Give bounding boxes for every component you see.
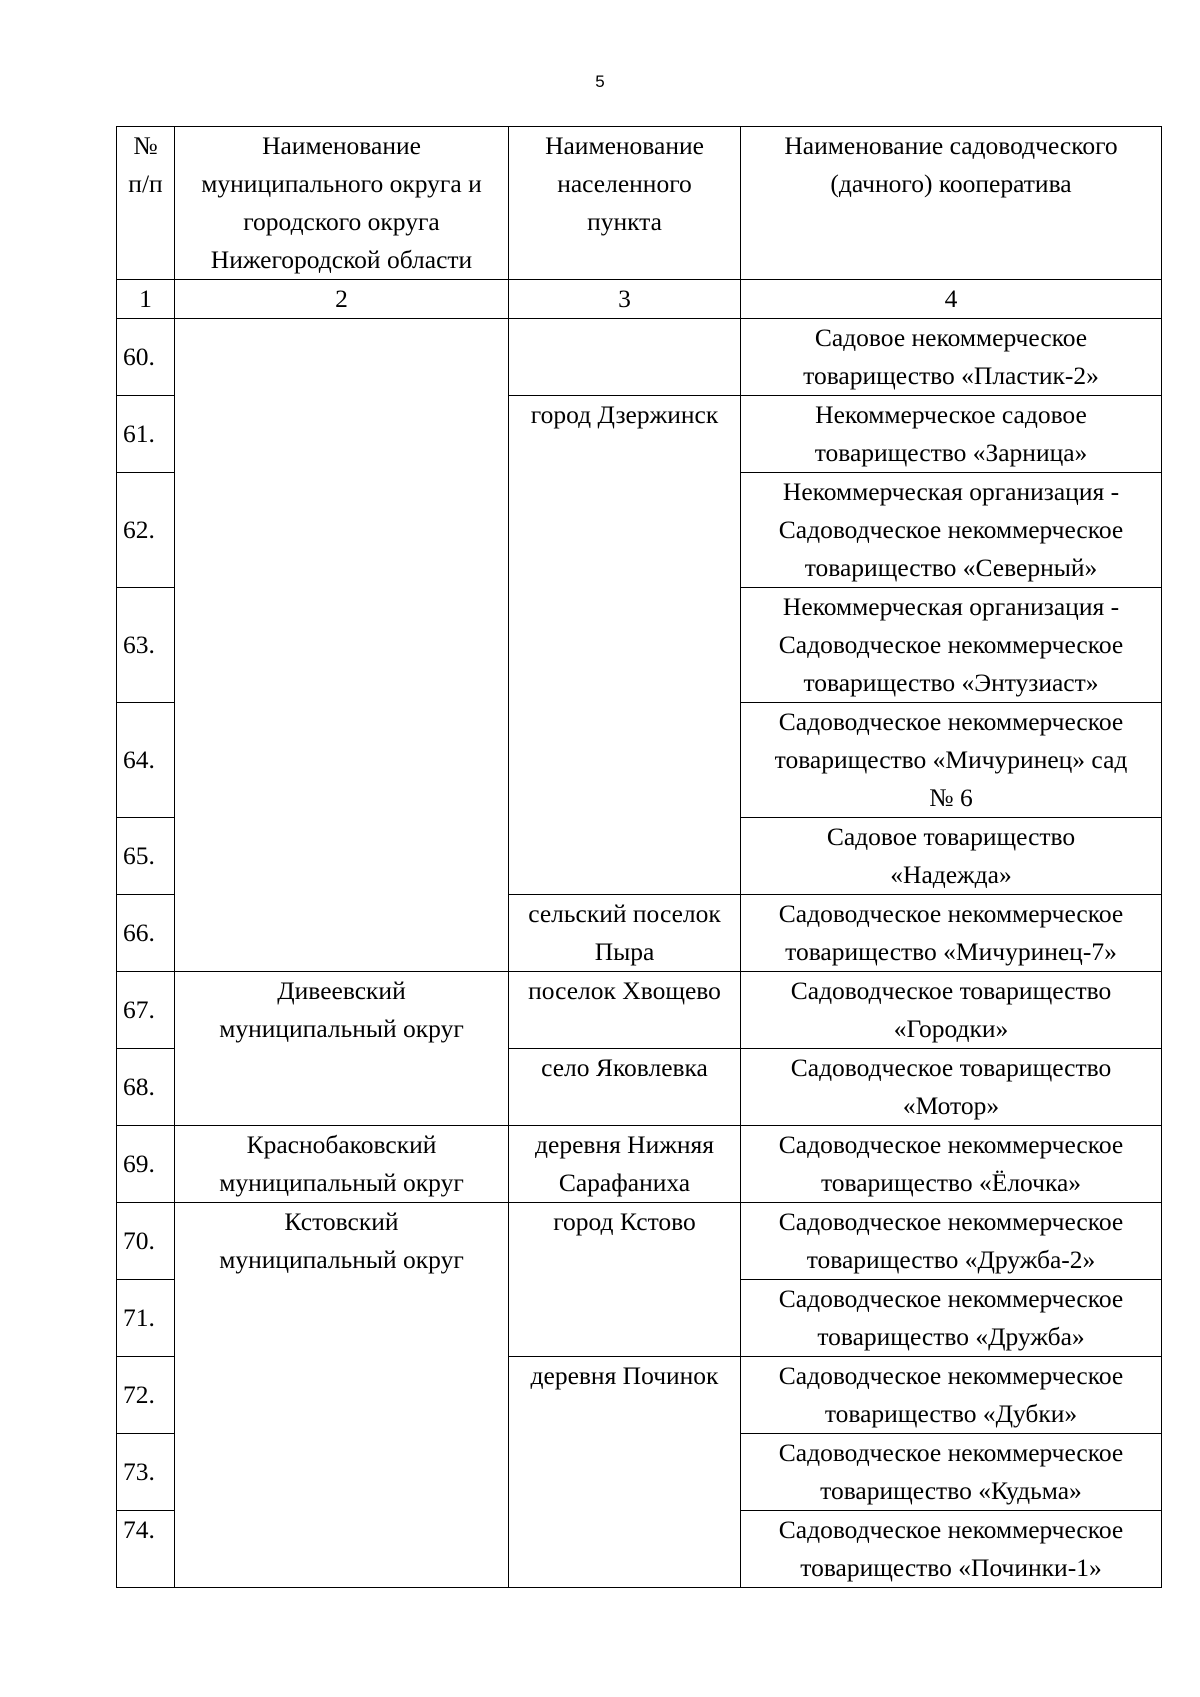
row-number: 60. <box>117 319 175 396</box>
text-line: «Мотор» <box>902 1091 1000 1120</box>
column-index-2: 2 <box>175 280 509 319</box>
text-line: «Городки» <box>893 1014 1009 1043</box>
district-cell-empty <box>175 319 509 972</box>
text-line: п/п <box>128 169 163 198</box>
table-row <box>117 1203 1162 1280</box>
row-number: 66. <box>117 895 175 972</box>
cooperative-name <box>741 396 1162 473</box>
text-line: товарищество «Северный» <box>804 553 1098 582</box>
text-line: Наименование садоводческого <box>784 131 1118 160</box>
text-line: товарищество «Дружба» <box>817 1322 1085 1351</box>
row-number: 62. <box>117 473 175 588</box>
text-line: Садовое товарищество <box>826 822 1076 851</box>
cooperative-name <box>741 703 1162 818</box>
row-number: 65. <box>117 818 175 895</box>
text-line: Краснобаковский <box>246 1130 437 1159</box>
text-line: Наименование <box>545 131 704 160</box>
row-number: 73. <box>117 1434 175 1511</box>
header-settlement <box>509 127 741 280</box>
text-line: городского округа <box>243 207 440 236</box>
cooperative-name <box>741 319 1162 396</box>
row-number: 68. <box>117 1049 175 1126</box>
table-row <box>117 1126 1162 1203</box>
row-number: 72. <box>117 1357 175 1434</box>
cooperatives-table <box>116 126 1162 1588</box>
text-line: товарищество «Дубки» <box>824 1399 1078 1428</box>
text-line: Садоводческое некоммерческое <box>778 707 1124 736</box>
text-line: село Яковлевка <box>541 1053 708 1082</box>
text-line: Некоммерческая организация - <box>782 592 1120 621</box>
text-line: товарищество «Мичуринец» сад <box>774 745 1128 774</box>
column-index-1: 1 <box>117 280 175 319</box>
settlement-yakovlevka <box>509 1049 741 1126</box>
cooperative-name <box>741 895 1162 972</box>
text-line: № <box>133 131 158 160</box>
cooperative-name <box>741 972 1162 1049</box>
settlement-cell-empty <box>509 319 741 396</box>
text-line: товарищество «Дружба-2» <box>806 1245 1096 1274</box>
text-line: Некоммерческое садовое <box>815 400 1087 429</box>
cooperative-name <box>741 1049 1162 1126</box>
text-line: товарищество «Ёлочка» <box>820 1168 1082 1197</box>
settlement-sarafanikha <box>509 1126 741 1203</box>
text-line: Садоводческое некоммерческое <box>778 515 1124 544</box>
text-line: Садовое некоммерческое <box>814 323 1088 352</box>
text-line: поселок Хвощево <box>528 976 721 1005</box>
text-line: муниципальный округ <box>219 1014 464 1043</box>
row-number: 74. <box>117 1511 175 1588</box>
cooperative-name <box>741 1203 1162 1280</box>
table-header-row <box>117 127 1162 280</box>
header-cooperative <box>741 127 1162 280</box>
column-index-row <box>117 280 1162 319</box>
text-line: Садоводческое некоммерческое <box>778 1361 1124 1390</box>
district-diveevsky <box>175 972 509 1126</box>
row-number: 70. <box>117 1203 175 1280</box>
text-line: товарищество «Кудьма» <box>820 1476 1082 1505</box>
settlement-pochinok <box>509 1357 741 1588</box>
district-krasnobakovsky <box>175 1126 509 1203</box>
text-line: Некоммерческая организация - <box>782 477 1120 506</box>
text-line: Наименование <box>262 131 421 160</box>
text-line: товарищество «Зарница» <box>814 438 1088 467</box>
text-line: деревня Починок <box>530 1361 719 1390</box>
cooperative-name <box>741 1357 1162 1434</box>
text-line: муниципальный округ <box>219 1245 464 1274</box>
text-line: Садоводческое товарищество <box>790 1053 1112 1082</box>
page-number: 5 <box>595 72 605 91</box>
table-row <box>117 319 1162 396</box>
cooperative-name <box>741 588 1162 703</box>
text-line: товарищество «Пластик-2» <box>803 361 1099 390</box>
text-line: пункта <box>587 207 662 236</box>
text-line: Садоводческое товарищество <box>790 976 1112 1005</box>
text-line: № 6 <box>929 783 973 812</box>
settlement-khvoshchevo <box>509 972 741 1049</box>
text-line: Садоводческое некоммерческое <box>778 1515 1124 1544</box>
cooperative-name <box>741 1280 1162 1357</box>
text-line: Садоводческое некоммерческое <box>778 630 1124 659</box>
text-line: деревня Нижняя <box>535 1130 714 1159</box>
column-index-4: 4 <box>741 280 1162 319</box>
text-line: сельский поселок <box>528 899 721 928</box>
text-line: Садоводческое некоммерческое <box>778 899 1124 928</box>
text-line: товарищество «Энтузиаст» <box>803 668 1099 697</box>
text-line: населенного <box>557 169 692 198</box>
row-number: 64. <box>117 703 175 818</box>
row-number: 63. <box>117 588 175 703</box>
text-line: товарищество «Починки-1» <box>800 1553 1102 1582</box>
header-number <box>117 127 175 280</box>
district-kstovsky <box>175 1203 509 1588</box>
text-line: Садоводческое некоммерческое <box>778 1207 1124 1236</box>
text-line: город Кстово <box>553 1207 696 1236</box>
text-line: город Дзержинск <box>530 400 719 429</box>
column-index-3: 3 <box>509 280 741 319</box>
cooperative-name <box>741 1511 1162 1588</box>
settlement-kstovo <box>509 1203 741 1357</box>
row-number: 69. <box>117 1126 175 1203</box>
text-line: Кстовский <box>284 1207 399 1236</box>
row-number: 71. <box>117 1280 175 1357</box>
cooperative-name <box>741 1126 1162 1203</box>
text-line: Садоводческое некоммерческое <box>778 1130 1124 1159</box>
header-district <box>175 127 509 280</box>
cooperative-name <box>741 473 1162 588</box>
text-line: муниципального округа и <box>201 169 482 198</box>
row-number: 67. <box>117 972 175 1049</box>
cooperative-name <box>741 818 1162 895</box>
table-row <box>117 972 1162 1049</box>
text-line: Садоводческое некоммерческое <box>778 1438 1124 1467</box>
settlement-dzerzhinsk <box>509 396 741 895</box>
text-line: «Надежда» <box>890 860 1012 889</box>
text-line: Нижегородской области <box>210 245 473 274</box>
cooperative-name <box>741 1434 1162 1511</box>
text-line: Садоводческое некоммерческое <box>778 1284 1124 1313</box>
text-line: Сарафаниха <box>558 1168 691 1197</box>
settlement-pyra <box>509 895 741 972</box>
text-line: Дивеевский <box>277 976 406 1005</box>
text-line: муниципальный округ <box>219 1168 464 1197</box>
text-line: Пыра <box>594 937 655 966</box>
text-line: (дачного) кооператива <box>830 169 1072 198</box>
row-number: 61. <box>117 396 175 473</box>
text-line: товарищество «Мичуринец-7» <box>785 937 1117 966</box>
